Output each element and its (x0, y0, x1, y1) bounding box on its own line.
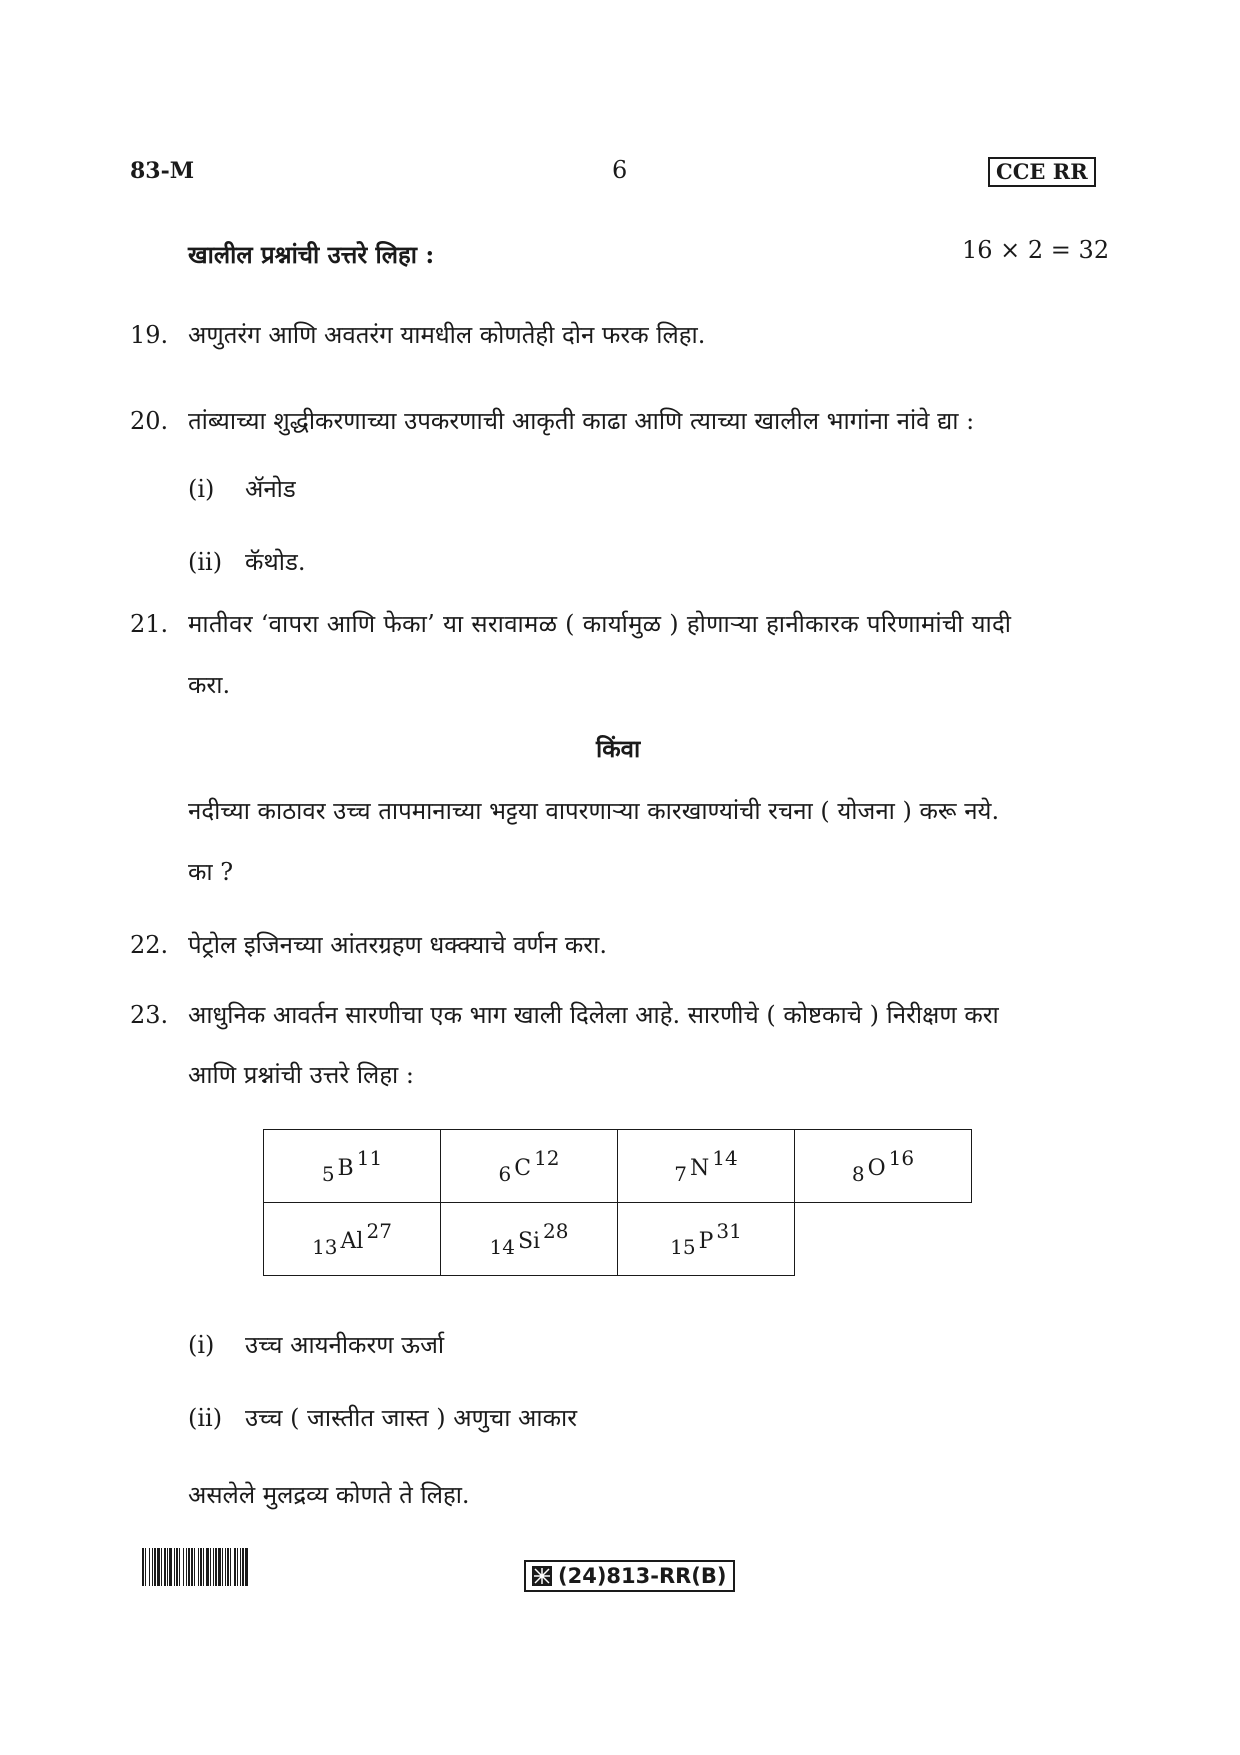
question-text-continued: करा. (188, 671, 231, 699)
table-row (264, 1203, 972, 1276)
qr-code-icon (532, 1566, 552, 1586)
element-cell: $_7$ N $^{14}$ (618, 1130, 795, 1203)
question-text: मातीवर ‘वापरा आणि फेका’ या सरावामळ ( कार्यामुळ ) होणाऱ्या हानीकारक परिणामांची यादी (188, 610, 1012, 638)
subpart-label: (ii) (188, 1404, 223, 1432)
question-number: 19. (130, 321, 169, 349)
question-number: 20. (130, 407, 169, 435)
or-divider: किंवा (596, 734, 641, 763)
series-badge: CCE RR (988, 157, 1096, 187)
subpart-text: उच्च ( जास्तीत जास्त ) अणुचा आकार (245, 1404, 578, 1432)
footer-code: (24)813-RR(B) (558, 1564, 727, 1588)
empty-cell (795, 1203, 972, 1276)
subpart-label: (i) (188, 1331, 215, 1359)
table-row (264, 1130, 972, 1203)
element-cell: $_8$ O $^{16}$ (795, 1130, 972, 1203)
page-number: 6 (612, 156, 628, 184)
subpart-text: ॲनोड (245, 475, 296, 503)
subpart-text: उच्च आयनीकरण ऊर्जा (245, 1331, 445, 1359)
question-text: पेट्रोल इजिनच्या आंतरग्रहण धक्क्याचे वर्णन करा. (188, 931, 607, 959)
question-number: 22. (130, 931, 169, 959)
question-closing: असलेले मुलद्रव्य कोणते ते लिहा. (188, 1481, 470, 1509)
subpart-text: कॅथोड. (245, 548, 306, 576)
question-number: 21. (130, 610, 169, 638)
question-text: तांब्याच्या शुद्धीकरणाच्या उपकरणाची आकृती काढा आणि त्याच्या खालील भागांना नांवे द्या : (188, 407, 975, 435)
subpart-label: (ii) (188, 548, 223, 576)
element-cell: $_{13}$ Al $^{27}$ (264, 1203, 441, 1276)
barcode (142, 1548, 380, 1586)
question-number: 23. (130, 1001, 169, 1029)
element-cell: $_{14}$ Si $^{28}$ (441, 1203, 618, 1276)
question-text: आधुनिक आवर्तन सारणीचा एक भाग खाली दिलेला आहे. सारणीचे ( कोष्टकाचे ) निरीक्षण करा (188, 1001, 999, 1029)
element-cell: $_6$ C $^{12}$ (441, 1130, 618, 1203)
section-marks: 16 × 2 = 32 (962, 236, 1110, 264)
element-cell: $_5$ B $^{11}$ (264, 1130, 441, 1203)
element-cell: $_{15}$ P $^{31}$ (618, 1203, 795, 1276)
subpart-label: (i) (188, 475, 215, 503)
section-instruction: खालील प्रश्नांची उत्तरे लिहा : (188, 240, 435, 269)
question-text-continued: आणि प्रश्नांची उत्तरे लिहा : (188, 1061, 414, 1089)
paper-code: 83-M (130, 158, 195, 184)
question-text: अणुतरंग आणि अवतरंग यामधील कोणतेही दोन फरक लिहा. (188, 321, 706, 349)
question-text: नदीच्या काठावर उच्च तापमानाच्या भट्टया वापरणाऱ्या कारखाण्यांची रचना ( योजना ) करू नये. (188, 797, 1000, 825)
footer-code-box (524, 1560, 735, 1592)
barcode-bar (248, 1548, 249, 1586)
question-text-continued: का ? (188, 858, 234, 886)
periodic-table-fragment (263, 1129, 972, 1276)
